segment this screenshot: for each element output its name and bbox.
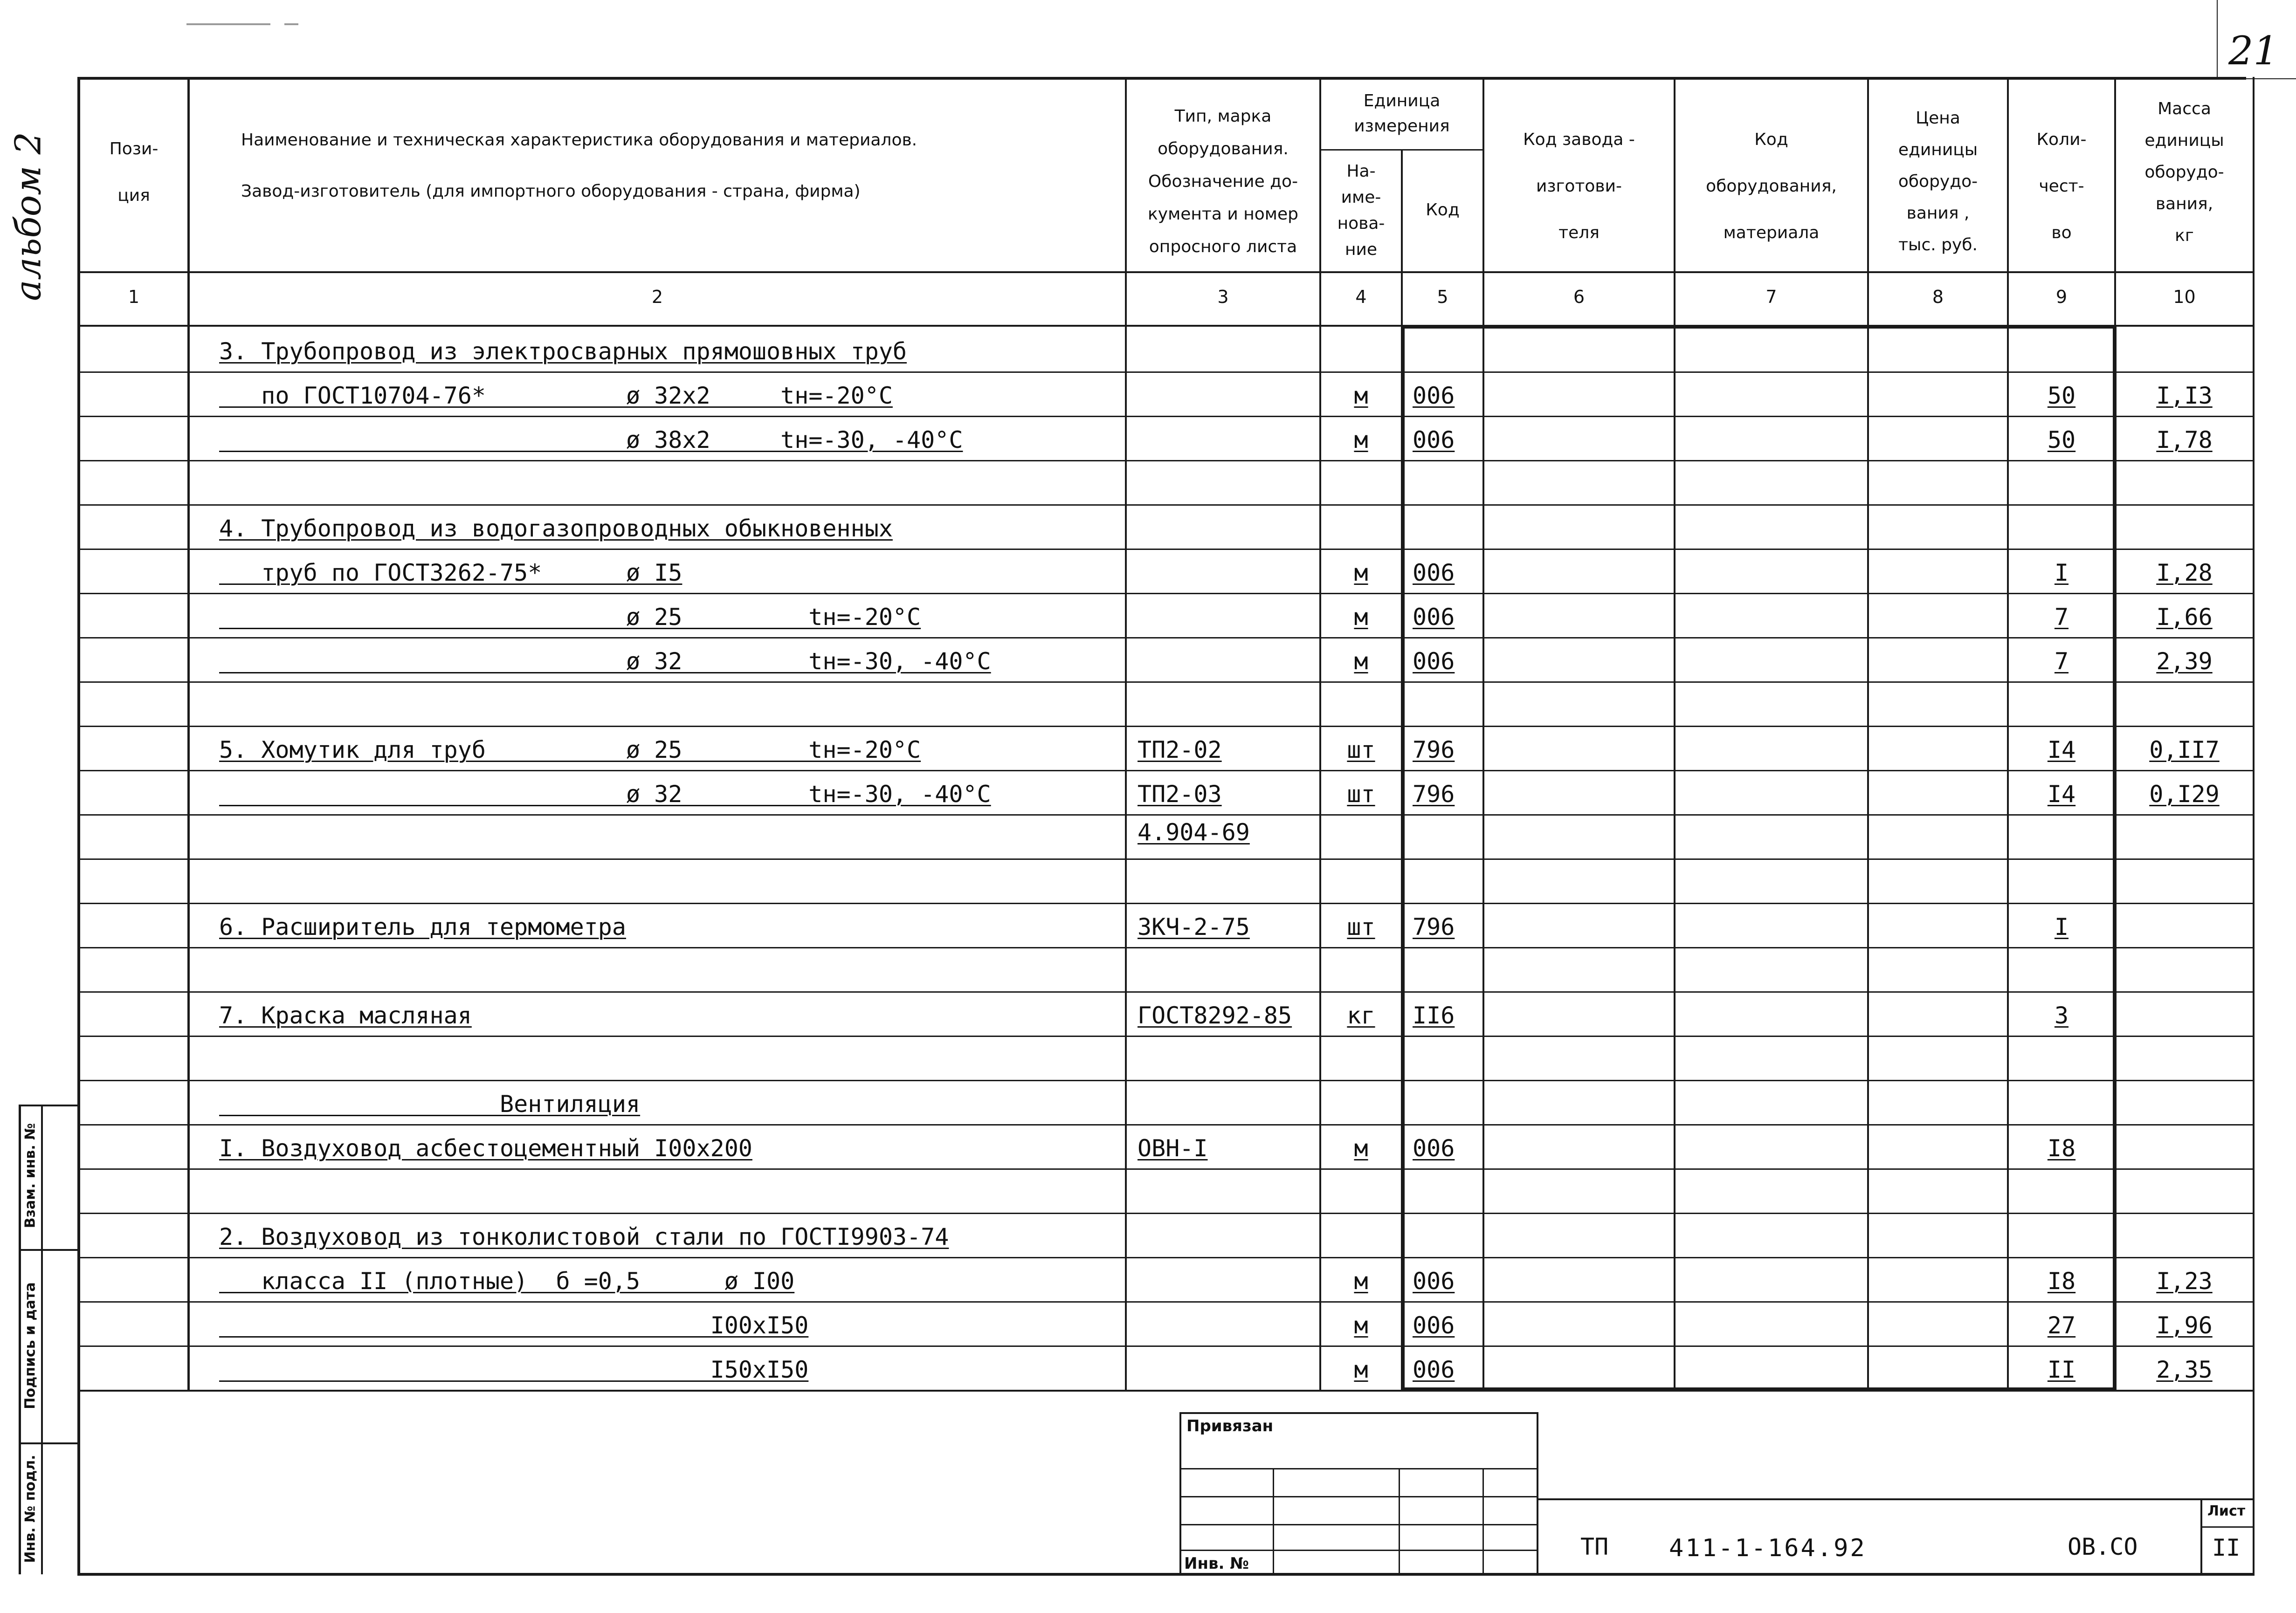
cell-name: Вентиляция xyxy=(219,1091,641,1118)
cell-code: 006 xyxy=(1413,604,1455,631)
cell-name: 6. Расширитель для термометра xyxy=(219,913,626,940)
cell-mass: I,66 xyxy=(2156,604,2213,631)
cell-name: по ГОСТ10704-76* ø 32х2 tн=-20°С xyxy=(219,382,893,409)
cell-name: труб по ГОСТ3262-75* ø I5 xyxy=(219,559,683,586)
cell-mass: I,I3 xyxy=(2156,382,2213,409)
cell-type: 4.904-69 xyxy=(1138,819,1250,846)
cell-mass: I,28 xyxy=(2156,559,2213,586)
header-plant-code: Код завода - изготови- теля xyxy=(1523,130,1635,242)
cell-mass: I,96 xyxy=(2156,1312,2213,1339)
cell-unit: шт xyxy=(1347,781,1375,808)
cell-unit: м xyxy=(1354,1268,1368,1295)
header-quantity: Коли- чест- во xyxy=(2036,130,2087,242)
cell-code: 796 xyxy=(1413,781,1455,808)
cell-qty: 50 xyxy=(2047,382,2076,409)
cell-name: I. Воздуховод асбестоцементный I00х200 xyxy=(219,1135,752,1162)
cell-code: 796 xyxy=(1413,913,1455,940)
cell-code: II6 xyxy=(1413,1002,1455,1029)
cell-type: ОВН-I xyxy=(1138,1135,1208,1162)
cell-mass: 2,39 xyxy=(2156,648,2213,675)
cell-unit: м xyxy=(1354,426,1368,453)
cell-name: ø 32 tн=-30, -40°С xyxy=(219,781,991,808)
cell-name: I50хI50 xyxy=(219,1356,809,1383)
cell-name: I00хI50 xyxy=(219,1312,809,1339)
stamp-doc-code: ОВ.СО xyxy=(2068,1533,2138,1560)
cell-code: 796 xyxy=(1413,736,1455,763)
cell-code: 006 xyxy=(1413,382,1455,409)
cell-name: ø 32 tн=-30, -40°С xyxy=(219,648,991,675)
cell-unit: м xyxy=(1354,1312,1368,1339)
cell-unit: м xyxy=(1354,382,1368,409)
cell-name: 5. Хомутик для труб ø 25 tн=-20°С xyxy=(219,736,921,763)
cell-unit: м xyxy=(1354,1135,1368,1162)
cell-name: ø 25 tн=-20°С xyxy=(219,604,921,631)
header-mass: Масса единицы оборудо- вания, кг xyxy=(2144,99,2224,245)
header-unit-code: Код xyxy=(1426,200,1460,220)
column-number: 1 xyxy=(128,287,140,307)
stamp-privyazan: Привязан xyxy=(1186,1417,1274,1435)
cell-unit: м xyxy=(1354,559,1368,586)
cell-code: 006 xyxy=(1413,1356,1455,1383)
cell-name: 3. Трубопровод из электросварных прямошовных труб xyxy=(219,338,907,365)
cell-name: 7. Краска масляная xyxy=(219,1002,472,1029)
cell-unit: м xyxy=(1354,648,1368,675)
stamp-inv-no: Инв. № xyxy=(1184,1554,1249,1573)
stamp-sheet-label: Лист xyxy=(2207,1503,2246,1519)
cell-qty: 50 xyxy=(2047,426,2076,453)
cell-qty: II xyxy=(2047,1356,2076,1383)
cell-mass: 0,I29 xyxy=(2149,781,2220,808)
sheet-number-handwritten: 21 xyxy=(2228,28,2278,74)
column-number: 10 xyxy=(2173,287,2196,307)
header-unit-group: Единица измерения xyxy=(1354,91,1450,136)
cell-qty: I8 xyxy=(2047,1268,2076,1295)
cell-type: ТП2-02 xyxy=(1138,736,1222,763)
cell-name: 2. Воздуховод из тонколистовой стали по ГОСТI9903-74 xyxy=(219,1223,949,1250)
stamp-project-prefix: ТП xyxy=(1580,1533,1609,1560)
cell-code: 006 xyxy=(1413,648,1455,675)
cell-unit: м xyxy=(1354,604,1368,631)
column-number: 2 xyxy=(651,287,663,307)
cell-code: 006 xyxy=(1413,559,1455,586)
cell-qty: 7 xyxy=(2054,604,2069,631)
side-podpis-data: Подпись и дата xyxy=(22,1282,39,1409)
cell-qty: I4 xyxy=(2047,781,2076,808)
cell-qty: I xyxy=(2054,913,2069,940)
cell-type: ГОСТ8292-85 xyxy=(1138,1002,1292,1029)
cell-qty: I4 xyxy=(2047,736,2076,763)
cell-code: 006 xyxy=(1413,1312,1455,1339)
cell-code: 006 xyxy=(1413,1135,1455,1162)
cell-qty: 7 xyxy=(2054,648,2069,675)
column-number: 7 xyxy=(1765,287,1777,307)
header-position: Пози- ция xyxy=(109,139,159,205)
cell-qty: I8 xyxy=(2047,1135,2076,1162)
cell-unit: шт xyxy=(1347,736,1375,763)
cell-qty: I xyxy=(2054,559,2069,586)
header-equipment-code: Код оборудования, материала xyxy=(1706,130,1837,242)
cell-qty: 27 xyxy=(2047,1312,2076,1339)
stamp-sheet-number: II xyxy=(2212,1534,2241,1561)
column-number: 4 xyxy=(1355,287,1367,307)
cell-type: ТП2-03 xyxy=(1138,781,1222,808)
column-number: 3 xyxy=(1217,287,1229,307)
side-vzam-inv: Взам. инв. № xyxy=(22,1123,39,1229)
column-number: 6 xyxy=(1573,287,1585,307)
album-mark: альбом 2 xyxy=(7,132,49,301)
cell-name: 4. Трубопровод из водогазопроводных обыкновенных xyxy=(219,515,893,542)
column-number: 9 xyxy=(2055,287,2068,307)
cell-unit: м xyxy=(1354,1356,1368,1383)
cell-mass: 2,35 xyxy=(2156,1356,2213,1383)
cell-name: класса II (плотные) б =0,5 ø I00 xyxy=(219,1268,795,1295)
cell-qty: 3 xyxy=(2054,1002,2069,1029)
cell-code: 006 xyxy=(1413,1268,1455,1295)
column-number: 5 xyxy=(1437,287,1448,307)
header-unit-name: На- име- нова- ние xyxy=(1337,162,1385,259)
cell-type: 3КЧ-2-75 xyxy=(1138,913,1250,940)
cell-unit: шт xyxy=(1347,913,1375,940)
header-type: Тип, марка оборудования. Обозначение до- кумента и номер опросного листа xyxy=(1148,107,1298,256)
header-price: Цена единицы оборудо- вания , тыс. руб. xyxy=(1898,109,1978,254)
header-name-line2: Завод-изготовитель (для импортного оборудования - страна, фирма) xyxy=(241,182,861,201)
header-name-line1: Наименование и техническая характеристика оборудования и материалов. xyxy=(241,130,917,150)
cell-mass: I,78 xyxy=(2156,426,2213,453)
cell-mass: I,23 xyxy=(2156,1268,2213,1295)
cell-mass: 0,II7 xyxy=(2149,736,2220,763)
cell-name: ø 38х2 tн=-30, -40°С xyxy=(219,426,963,453)
side-inv-podl: Инв. № подл. xyxy=(22,1455,39,1563)
column-number: 8 xyxy=(1932,287,1944,307)
cell-unit: кг xyxy=(1347,1002,1375,1029)
stamp-project-code: 411-1-164.92 xyxy=(1669,1534,1867,1562)
cell-code: 006 xyxy=(1413,426,1455,453)
